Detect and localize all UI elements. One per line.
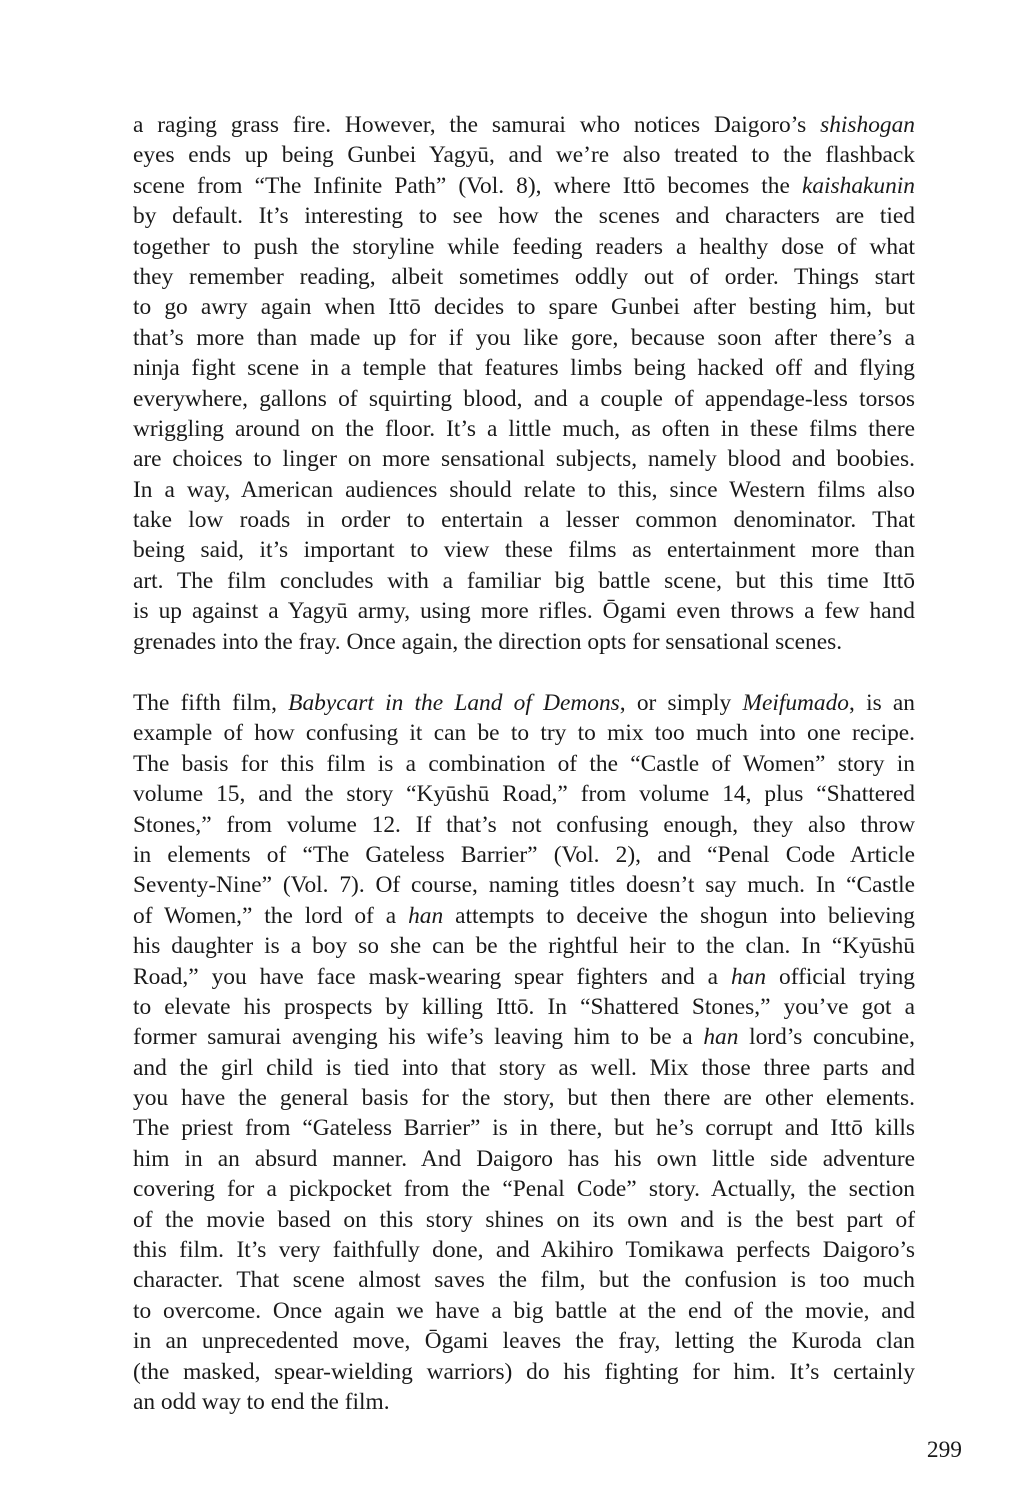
text-line: being said, it’s important to view these films as entertainment more than bbox=[133, 537, 915, 564]
text-line: everywhere, gallons of squirting blood, and a couple of appendage-less torsos bbox=[133, 385, 915, 412]
text-line: The priest from “Gateless Barrier” is in there, but he’s corrupt and Ittō kills bbox=[133, 1115, 915, 1142]
text-line: by default. It’s interesting to see how the scenes and characters are tied bbox=[133, 203, 915, 230]
text-line: The fifth film, Babycart in the Land of Demons, or simply Meifumado, is an bbox=[133, 690, 915, 716]
text-line: scene from “The Infinite Path” (Vol. 8), where Ittō becomes the kaishakunin bbox=[133, 172, 915, 199]
text-line: eyes ends up being Gunbei Yagyū, and we’re also treated to the flashback bbox=[133, 142, 915, 169]
text-line: art. The film concludes with a familiar big battle scene, but this time Ittō bbox=[133, 567, 915, 594]
text-line: him in an absurd manner. And Daigoro has his own little side adventure bbox=[133, 1145, 915, 1172]
text-line: of the movie based on this story shines on its own and is the best part of bbox=[133, 1206, 915, 1233]
text-line: and the girl child is tied into that story as well. Mix those three parts and bbox=[133, 1054, 915, 1081]
text-line: Road,” you have face mask-wearing spear fighters and a han official trying bbox=[133, 963, 915, 990]
text-line: to go awry again when Ittō decides to spare Gunbei after besting him, but bbox=[133, 294, 915, 321]
text-line: volume 15, and the story “Kyūshū Road,” from volume 14, plus “Shattered bbox=[133, 781, 915, 808]
text-line: they remember reading, albeit sometimes oddly out of order. Things start bbox=[133, 263, 915, 290]
paragraph-1 bbox=[133, 110, 915, 657]
text-line: example of how confusing it can be to try to mix too much into one recipe. bbox=[133, 720, 915, 747]
text-line: Stones,” from volume 12. If that’s not confusing enough, they also throw bbox=[133, 811, 915, 838]
text-line: former samurai avenging his wife’s leaving him to be a han lord’s concubine, bbox=[133, 1024, 915, 1051]
page-number: 299 bbox=[926, 1437, 962, 1463]
text-line: an odd way to end the film. bbox=[133, 1388, 390, 1415]
text-line: In a way, American audiences should relate to this, since Western films also bbox=[133, 476, 915, 503]
text-line: to overcome. Once again we have a big battle at the end of the movie, and bbox=[133, 1297, 915, 1324]
text-line: (the masked, spear-wielding warriors) do his fighting for him. It’s certainly bbox=[133, 1358, 915, 1385]
text-line: grenades into the fray. Once again, the direction opts for sensational scenes. bbox=[133, 628, 843, 655]
text-line: together to push the storyline while feeding readers a healthy dose of what bbox=[133, 233, 915, 260]
text-line: take low roads in order to entertain a lesser common denominator. That bbox=[133, 507, 915, 534]
text-line: to elevate his prospects by killing Ittō. In “Shattered Stones,” you’ve got a bbox=[133, 993, 915, 1020]
text-line: Seventy-Nine” (Vol. 7). Of course, naming titles doesn’t say much. In “Castle bbox=[133, 872, 915, 899]
text-line: of Women,” the lord of a han attempts to deceive the shogun into believing bbox=[133, 902, 915, 929]
text-line: this film. It’s very faithfully done, and Akihiro Tomikawa perfects Daigoro’s bbox=[133, 1237, 915, 1264]
text-line: character. That scene almost saves the film, but the confusion is too much bbox=[133, 1267, 915, 1294]
text-line: you have the general basis for the story, but then there are other elements. bbox=[133, 1085, 915, 1112]
text-line: wriggling around on the floor. It’s a little much, as often in these films there bbox=[133, 415, 915, 442]
text-line: covering for a pickpocket from the “Penal Code” story. Actually, the section bbox=[133, 1176, 915, 1203]
text-line: is up against a Yagyū army, using more rifles. Ōgami even throws a few hand bbox=[133, 598, 915, 625]
text-line: in an unprecedented move, Ōgami leaves the fray, letting the Kuroda clan bbox=[133, 1328, 915, 1355]
text-line: that’s more than made up for if you like gore, because soon after there’s a bbox=[133, 324, 915, 351]
text-line: ninja fight scene in a temple that features limbs being hacked off and flying bbox=[133, 355, 915, 382]
text-line: a raging grass fire. However, the samurai who notices Daigoro’s shishogan bbox=[133, 112, 915, 138]
text-line: his daughter is a boy so she can be the rightful heir to the clan. In “Kyūshū bbox=[133, 933, 915, 960]
paragraph-2 bbox=[133, 688, 915, 1417]
text-line: The basis for this film is a combination of the “Castle of Women” story in bbox=[133, 750, 915, 777]
text-line: in elements of “The Gateless Barrier” (Vol. 2), and “Penal Code Article bbox=[133, 841, 915, 868]
text-line: are choices to linger on more sensational subjects, namely blood and boobies. bbox=[133, 446, 915, 473]
